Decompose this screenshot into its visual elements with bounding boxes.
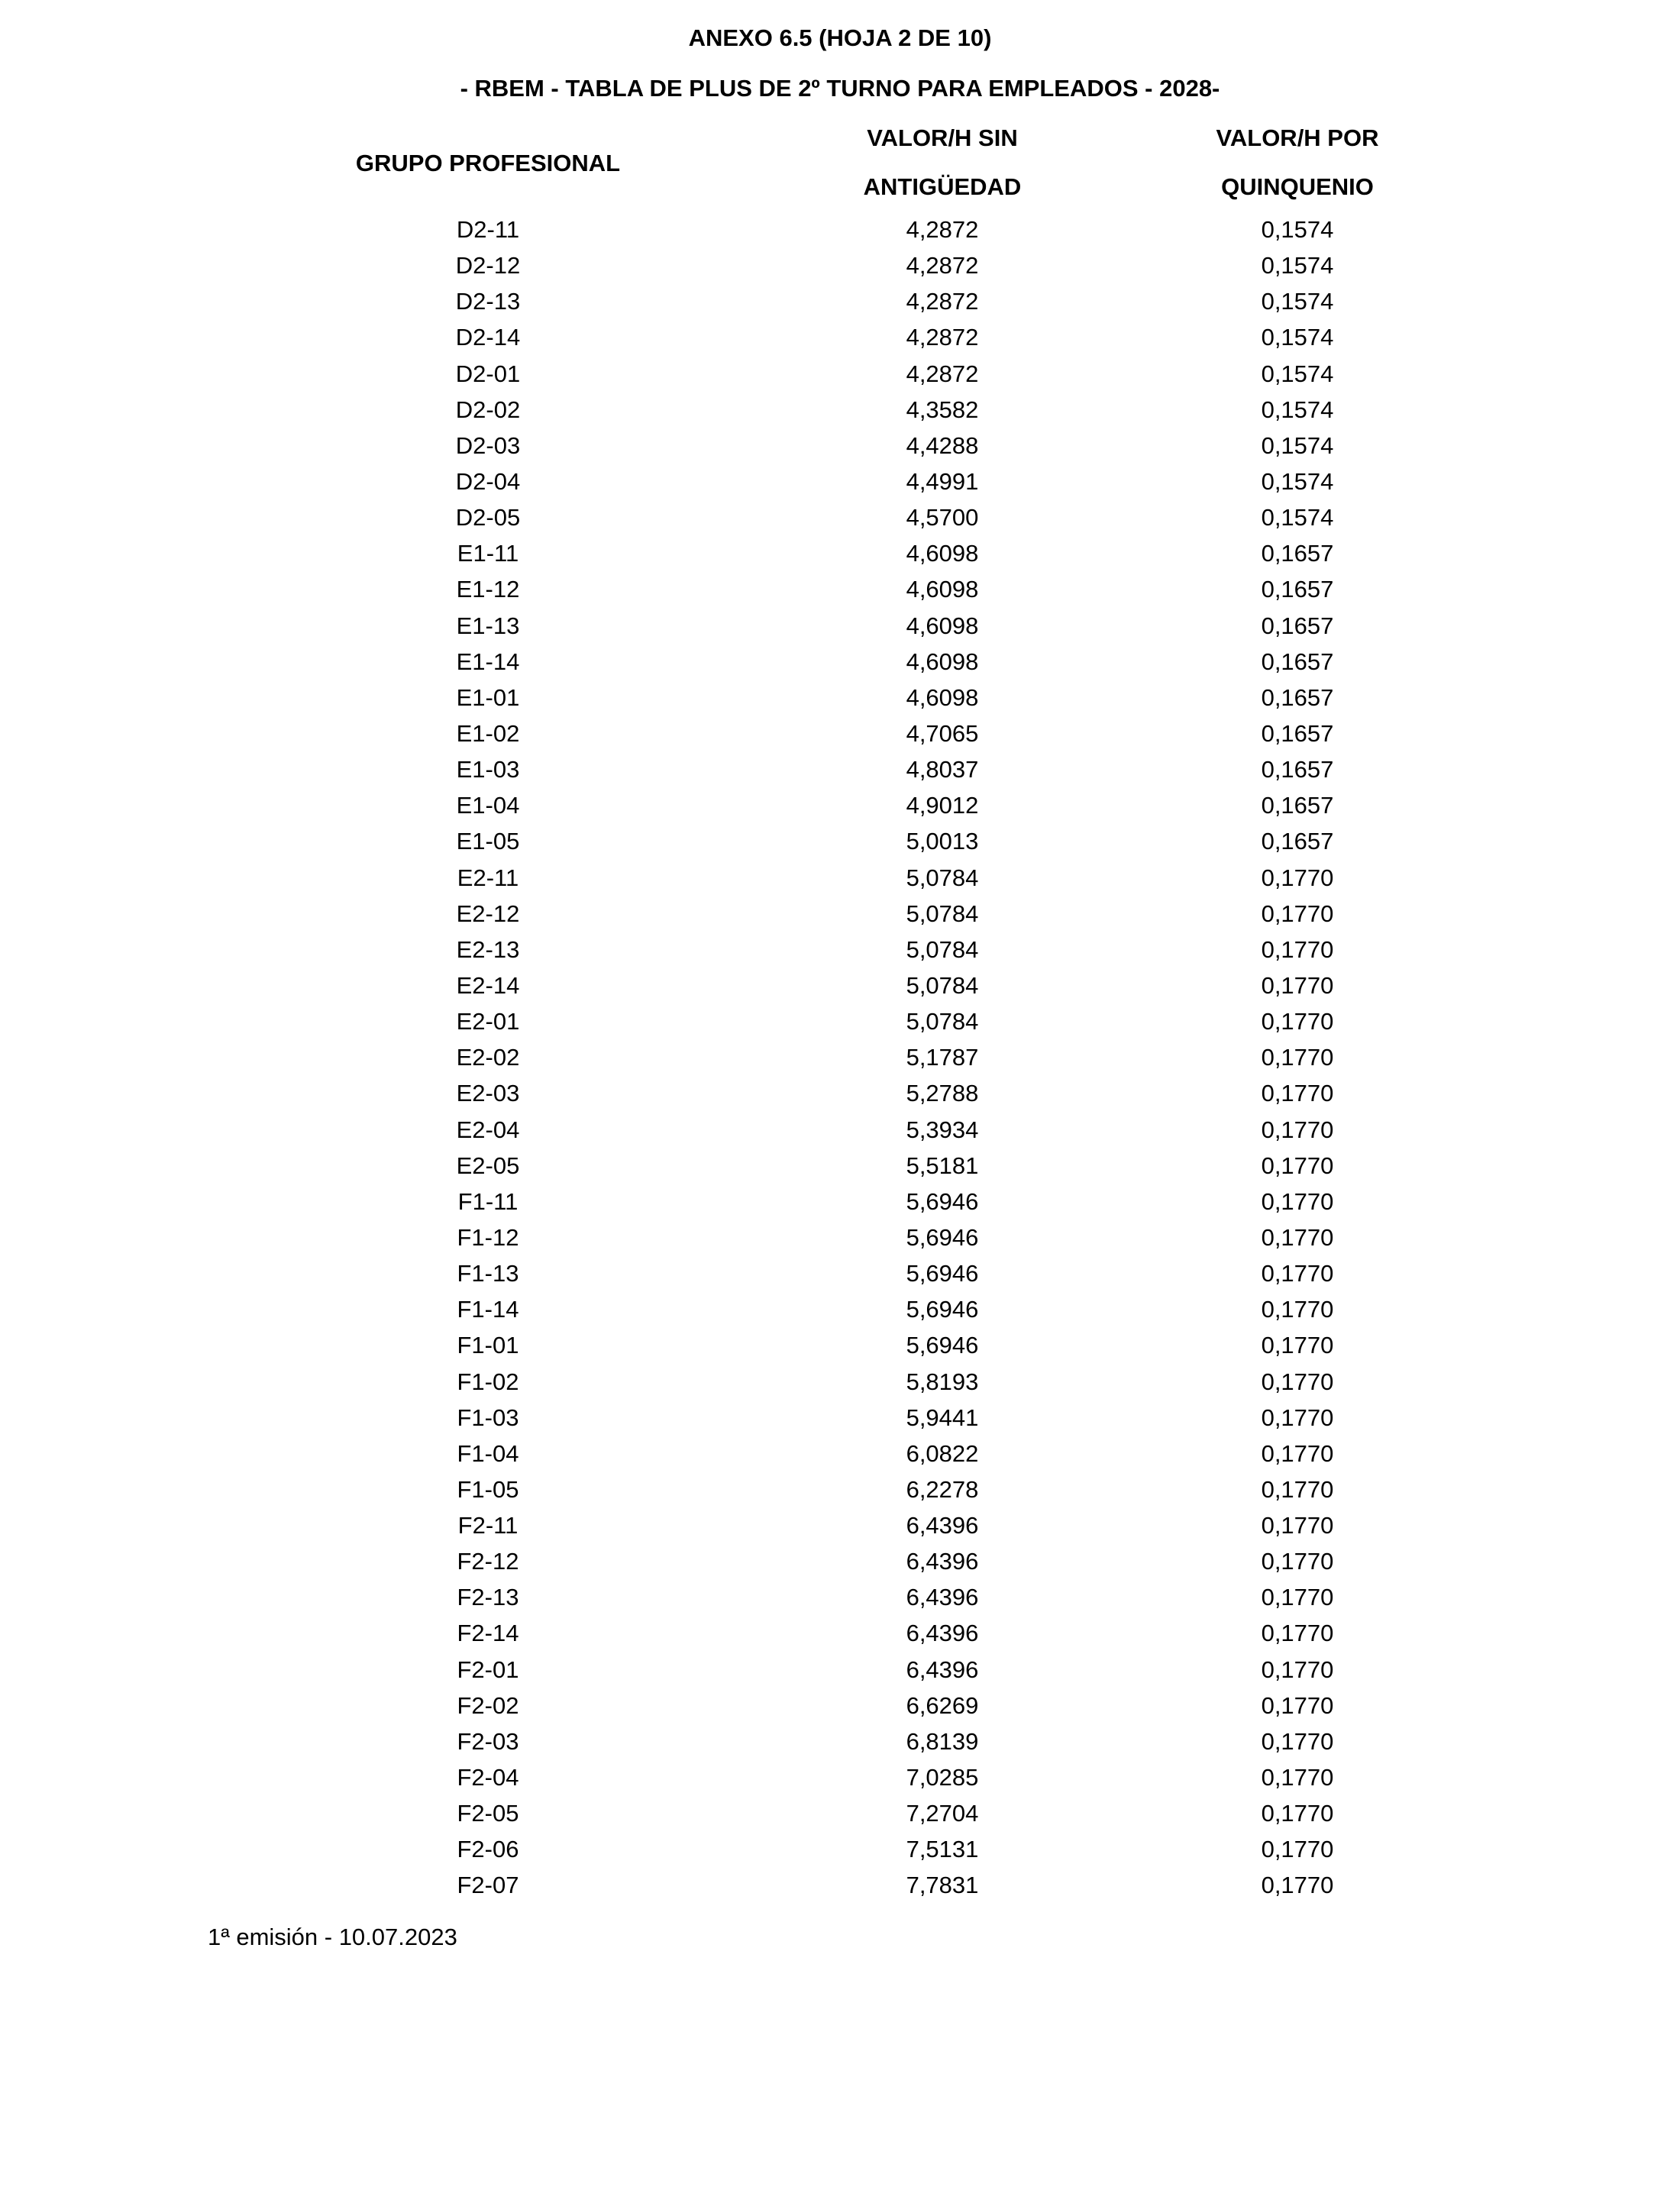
cell-valor-por-quinquenio: 0,1770: [1261, 1080, 1334, 1107]
table-row: [0, 1618, 1680, 1654]
table-row: [0, 574, 1680, 610]
cell-grupo-profesional: F1-11: [457, 1187, 519, 1215]
cell-valor-sin-antiguedad: 6,4396: [906, 1620, 979, 1647]
cell-valor-sin-antiguedad: 5,6946: [906, 1260, 979, 1287]
cell-valor-sin-antiguedad: 7,7831: [906, 1872, 979, 1899]
cell-valor-sin-antiguedad: 5,6946: [906, 1223, 979, 1251]
cell-grupo-profesional: E2-03: [456, 1080, 520, 1107]
table-row: [0, 1510, 1680, 1546]
cell-grupo-profesional: F2-05: [457, 1800, 519, 1827]
cell-grupo-profesional: D2-13: [455, 288, 521, 315]
cell-valor-por-quinquenio: 0,1770: [1261, 1727, 1334, 1755]
cell-valor-sin-antiguedad: 4,7065: [906, 719, 979, 747]
cell-grupo-profesional: E2-14: [456, 971, 520, 999]
cell-valor-sin-antiguedad: 5,6946: [906, 1187, 979, 1215]
cell-valor-sin-antiguedad: 7,2704: [906, 1800, 979, 1827]
table-row: [0, 790, 1680, 826]
table-row: [0, 1187, 1680, 1223]
cell-valor-por-quinquenio: 0,1770: [1261, 1223, 1334, 1251]
table-row: [0, 215, 1680, 250]
cell-grupo-profesional: F1-14: [457, 1296, 519, 1323]
cell-grupo-profesional: F1-01: [457, 1332, 519, 1359]
cell-valor-por-quinquenio: 0,1770: [1261, 1332, 1334, 1359]
cell-valor-sin-antiguedad: 4,2872: [906, 252, 979, 279]
table-row: [0, 754, 1680, 790]
cell-valor-sin-antiguedad: 5,2788: [906, 1080, 979, 1107]
table-row: [0, 1115, 1680, 1151]
cell-grupo-profesional: E2-04: [456, 1116, 520, 1143]
table-row: [0, 863, 1680, 899]
cell-valor-sin-antiguedad: 6,4396: [906, 1656, 979, 1683]
cell-grupo-profesional: D2-02: [455, 396, 521, 423]
cell-grupo-profesional: E1-04: [456, 792, 520, 819]
cell-valor-sin-antiguedad: 6,8139: [906, 1727, 979, 1755]
cell-grupo-profesional: D2-05: [455, 504, 521, 531]
cell-valor-por-quinquenio: 0,1770: [1261, 1764, 1334, 1791]
cell-grupo-profesional: F1-05: [457, 1475, 519, 1503]
cell-valor-por-quinquenio: 0,1770: [1261, 1404, 1334, 1431]
cell-valor-por-quinquenio: 0,1770: [1261, 1296, 1334, 1323]
cell-valor-sin-antiguedad: 4,3582: [906, 396, 979, 423]
cell-valor-sin-antiguedad: 4,6098: [906, 576, 979, 603]
cell-grupo-profesional: E1-14: [456, 648, 520, 675]
cell-valor-por-quinquenio: 0,1574: [1261, 431, 1334, 459]
table-row: [0, 1223, 1680, 1258]
cell-valor-por-quinquenio: 0,1770: [1261, 1152, 1334, 1179]
table-row: [0, 1403, 1680, 1439]
cell-valor-sin-antiguedad: 4,6098: [906, 540, 979, 567]
cell-grupo-profesional: D2-11: [456, 216, 520, 243]
table-row: [0, 611, 1680, 647]
cell-grupo-profesional: D2-14: [455, 324, 521, 351]
cell-grupo-profesional: D2-12: [455, 252, 521, 279]
cell-valor-por-quinquenio: 0,1770: [1261, 1656, 1334, 1683]
cell-valor-sin-antiguedad: 4,4991: [906, 467, 979, 495]
table-row: [0, 286, 1680, 322]
cell-valor-sin-antiguedad: 5,8193: [906, 1368, 979, 1395]
cell-valor-sin-antiguedad: 6,4396: [906, 1584, 979, 1611]
header-valor-sin-antiguedad-line2: ANTIGÜEDAD: [863, 173, 1022, 200]
document-title: ANEXO 6.5 (HOJA 2 DE 10): [688, 24, 992, 51]
cell-grupo-profesional: E2-01: [456, 1008, 520, 1035]
cell-valor-sin-antiguedad: 4,2872: [906, 324, 979, 351]
cell-valor-sin-antiguedad: 5,0784: [906, 1008, 979, 1035]
cell-valor-por-quinquenio: 0,1657: [1261, 683, 1334, 711]
cell-valor-por-quinquenio: 0,1657: [1261, 540, 1334, 567]
cell-valor-sin-antiguedad: 7,0285: [906, 1764, 979, 1791]
cell-grupo-profesional: F1-02: [457, 1368, 519, 1395]
cell-grupo-profesional: F2-06: [457, 1836, 519, 1863]
cell-valor-sin-antiguedad: 6,0822: [906, 1439, 979, 1467]
cell-valor-sin-antiguedad: 6,6269: [906, 1691, 979, 1719]
cell-valor-sin-antiguedad: 4,6098: [906, 612, 979, 639]
cell-valor-por-quinquenio: 0,1770: [1261, 1584, 1334, 1611]
cell-valor-por-quinquenio: 0,1770: [1261, 935, 1334, 963]
cell-valor-sin-antiguedad: 5,0784: [906, 864, 979, 891]
cell-valor-sin-antiguedad: 5,0784: [906, 900, 979, 927]
cell-valor-por-quinquenio: 0,1657: [1261, 648, 1334, 675]
table-row: [0, 1691, 1680, 1727]
table-row: [0, 1727, 1680, 1762]
table-row: [0, 1798, 1680, 1834]
cell-valor-por-quinquenio: 0,1770: [1261, 864, 1334, 891]
table-row: [0, 1762, 1680, 1798]
cell-valor-sin-antiguedad: 4,2872: [906, 360, 979, 387]
cell-valor-por-quinquenio: 0,1574: [1261, 467, 1334, 495]
table-row: [0, 322, 1680, 358]
cell-valor-sin-antiguedad: 5,0013: [906, 828, 979, 855]
header-grupo-profesional: GRUPO PROFESIONAL: [355, 150, 621, 176]
cell-valor-por-quinquenio: 0,1770: [1261, 1368, 1334, 1395]
cell-valor-por-quinquenio: 0,1770: [1261, 1187, 1334, 1215]
cell-grupo-profesional: E1-01: [456, 683, 520, 711]
table-row: [0, 502, 1680, 538]
cell-valor-sin-antiguedad: 5,6946: [906, 1332, 979, 1359]
cell-valor-sin-antiguedad: 4,9012: [906, 792, 979, 819]
table-row: [0, 1475, 1680, 1510]
table-row: [0, 467, 1680, 502]
table-row: [0, 1439, 1680, 1475]
cell-grupo-profesional: E2-13: [456, 935, 520, 963]
table-row: [0, 1367, 1680, 1403]
cell-valor-por-quinquenio: 0,1770: [1261, 1260, 1334, 1287]
document-subtitle: - RBEM - TABLA DE PLUS DE 2º TURNO PARA EMPLEADOS - 2028-: [460, 75, 1220, 102]
table-row: [0, 1294, 1680, 1330]
cell-grupo-profesional: D2-01: [455, 360, 521, 387]
cell-valor-por-quinquenio: 0,1770: [1261, 1512, 1334, 1539]
table-row: [0, 1078, 1680, 1114]
table-row: [0, 1042, 1680, 1078]
cell-valor-por-quinquenio: 0,1770: [1261, 900, 1334, 927]
cell-grupo-profesional: F2-07: [457, 1872, 519, 1899]
cell-valor-sin-antiguedad: 4,2872: [906, 288, 979, 315]
header-valor-sin-antiguedad-line1: VALOR/H SIN: [867, 124, 1018, 151]
table-row: [0, 647, 1680, 683]
table-row: [0, 1006, 1680, 1042]
table-row: [0, 1870, 1680, 1906]
table-row: [0, 899, 1680, 935]
cell-valor-por-quinquenio: 0,1574: [1261, 324, 1334, 351]
cell-grupo-profesional: F2-13: [457, 1584, 519, 1611]
cell-valor-sin-antiguedad: 4,5700: [906, 504, 979, 531]
cell-valor-por-quinquenio: 0,1657: [1261, 792, 1334, 819]
header-valor-por-quinquenio-line1: VALOR/H POR: [1216, 124, 1379, 151]
cell-valor-sin-antiguedad: 5,1787: [906, 1044, 979, 1071]
table-row: [0, 971, 1680, 1006]
cell-valor-por-quinquenio: 0,1770: [1261, 1872, 1334, 1899]
table-row: [0, 395, 1680, 431]
cell-grupo-profesional: E2-02: [456, 1044, 520, 1071]
cell-valor-por-quinquenio: 0,1574: [1261, 360, 1334, 387]
cell-grupo-profesional: E2-11: [457, 864, 519, 891]
cell-valor-sin-antiguedad: 6,4396: [906, 1548, 979, 1575]
cell-grupo-profesional: E2-12: [456, 900, 520, 927]
cell-valor-sin-antiguedad: 5,9441: [906, 1404, 979, 1431]
cell-grupo-profesional: D2-04: [455, 467, 521, 495]
cell-valor-por-quinquenio: 0,1657: [1261, 719, 1334, 747]
table-row: [0, 826, 1680, 862]
cell-grupo-profesional: F2-01: [457, 1656, 519, 1683]
cell-grupo-profesional: E1-03: [456, 756, 520, 783]
cell-valor-por-quinquenio: 0,1574: [1261, 288, 1334, 315]
cell-valor-por-quinquenio: 0,1770: [1261, 1008, 1334, 1035]
cell-valor-por-quinquenio: 0,1770: [1261, 1116, 1334, 1143]
cell-grupo-profesional: E2-05: [456, 1152, 520, 1179]
cell-valor-por-quinquenio: 0,1770: [1261, 1548, 1334, 1575]
table-row: [0, 683, 1680, 719]
table-row: [0, 1151, 1680, 1187]
cell-valor-por-quinquenio: 0,1770: [1261, 1836, 1334, 1863]
cell-grupo-profesional: F1-13: [457, 1260, 519, 1287]
cell-valor-sin-antiguedad: 4,8037: [906, 756, 979, 783]
cell-valor-por-quinquenio: 0,1574: [1261, 216, 1334, 243]
cell-valor-sin-antiguedad: 5,5181: [906, 1152, 979, 1179]
cell-valor-por-quinquenio: 0,1770: [1261, 1620, 1334, 1647]
cell-grupo-profesional: E1-12: [456, 576, 520, 603]
cell-valor-sin-antiguedad: 5,3934: [906, 1116, 979, 1143]
cell-valor-por-quinquenio: 0,1770: [1261, 1044, 1334, 1071]
cell-valor-sin-antiguedad: 4,2872: [906, 216, 979, 243]
cell-valor-por-quinquenio: 0,1770: [1261, 971, 1334, 999]
cell-valor-sin-antiguedad: 5,0784: [906, 971, 979, 999]
cell-grupo-profesional: E1-13: [456, 612, 520, 639]
table-row: [0, 1655, 1680, 1691]
table-row: [0, 1546, 1680, 1582]
cell-valor-por-quinquenio: 0,1770: [1261, 1800, 1334, 1827]
cell-grupo-profesional: E1-02: [456, 719, 520, 747]
cell-valor-sin-antiguedad: 4,6098: [906, 683, 979, 711]
table-body: [0, 215, 1680, 1907]
cell-valor-sin-antiguedad: 7,5131: [906, 1836, 979, 1863]
cell-valor-por-quinquenio: 0,1770: [1261, 1475, 1334, 1503]
cell-grupo-profesional: F2-12: [457, 1548, 519, 1575]
cell-valor-sin-antiguedad: 5,0784: [906, 935, 979, 963]
cell-valor-sin-antiguedad: 6,2278: [906, 1475, 979, 1503]
cell-grupo-profesional: F1-12: [457, 1223, 519, 1251]
cell-valor-por-quinquenio: 0,1657: [1261, 828, 1334, 855]
table-row: [0, 250, 1680, 286]
table-row: [0, 935, 1680, 971]
table-row: [0, 719, 1680, 754]
cell-valor-por-quinquenio: 0,1770: [1261, 1691, 1334, 1719]
table-row: [0, 1582, 1680, 1618]
cell-valor-por-quinquenio: 0,1657: [1261, 576, 1334, 603]
cell-valor-por-quinquenio: 0,1770: [1261, 1439, 1334, 1467]
cell-valor-por-quinquenio: 0,1657: [1261, 756, 1334, 783]
table-row: [0, 1834, 1680, 1870]
cell-valor-sin-antiguedad: 6,4396: [906, 1512, 979, 1539]
cell-grupo-profesional: F2-02: [457, 1691, 519, 1719]
table-row: [0, 1330, 1680, 1366]
cell-valor-sin-antiguedad: 5,6946: [906, 1296, 979, 1323]
cell-valor-por-quinquenio: 0,1574: [1261, 396, 1334, 423]
table-row: [0, 1258, 1680, 1294]
cell-valor-sin-antiguedad: 4,6098: [906, 648, 979, 675]
table-row: [0, 359, 1680, 395]
cell-grupo-profesional: F2-03: [457, 1727, 519, 1755]
header-valor-por-quinquenio-line2: QUINQUENIO: [1221, 173, 1374, 200]
cell-grupo-profesional: F1-04: [457, 1439, 519, 1467]
cell-valor-sin-antiguedad: 4,4288: [906, 431, 979, 459]
cell-grupo-profesional: F2-14: [457, 1620, 519, 1647]
cell-grupo-profesional: F1-03: [457, 1404, 519, 1431]
cell-valor-por-quinquenio: 0,1574: [1261, 504, 1334, 531]
table-row: [0, 431, 1680, 467]
cell-valor-por-quinquenio: 0,1574: [1261, 252, 1334, 279]
cell-grupo-profesional: F2-04: [457, 1764, 519, 1791]
cell-grupo-profesional: E1-05: [456, 828, 520, 855]
cell-grupo-profesional: E1-11: [457, 540, 519, 567]
cell-valor-por-quinquenio: 0,1657: [1261, 612, 1334, 639]
emission-footer: 1ª emisión - 10.07.2023: [208, 1924, 457, 1950]
table-row: [0, 538, 1680, 574]
cell-grupo-profesional: D2-03: [455, 431, 521, 459]
cell-grupo-profesional: F2-11: [457, 1512, 519, 1539]
